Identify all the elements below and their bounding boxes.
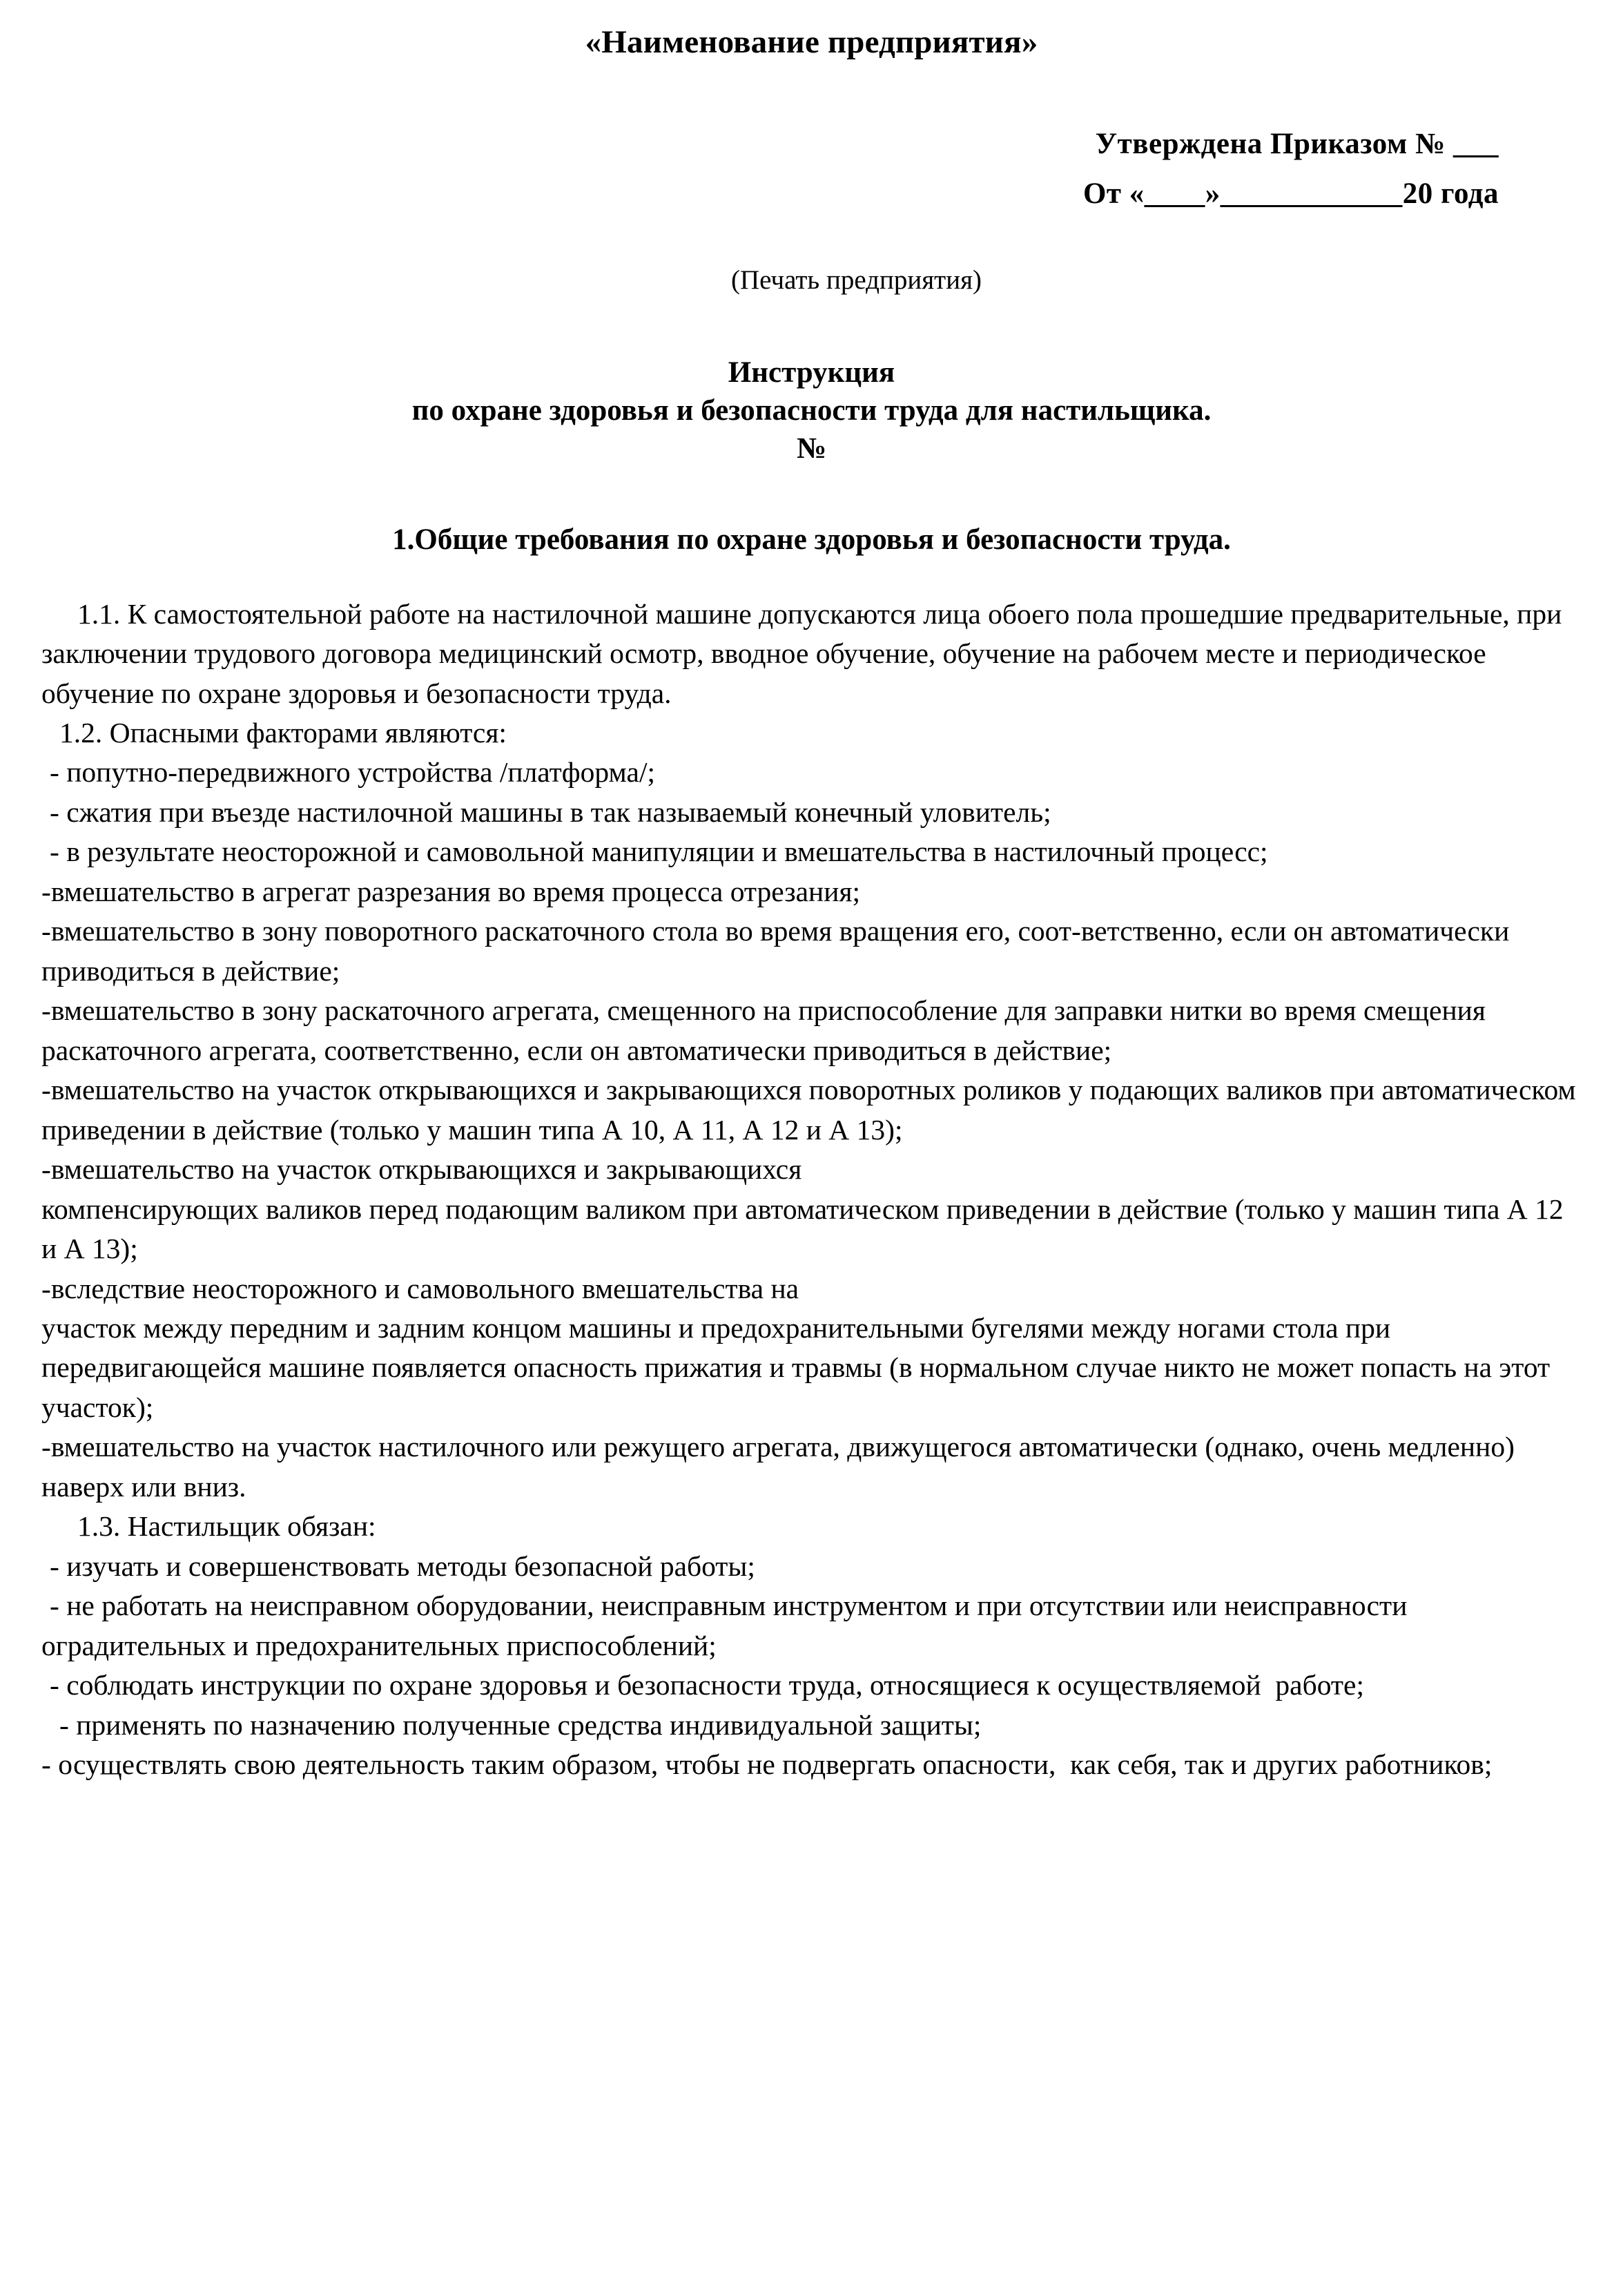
hazard-item-12: -вмешательство на участок настилочного или режущего агрегата, движущегося автоматически (однако, очень медленно) наверх или вниз. <box>41 1431 1522 1503</box>
section-heading-1: 1.Общие требования по охране здоровья и безопасности труда. <box>392 523 1231 556</box>
hazard-item-6: -вмешательство в зону раскаточного агрегата, смещенного на приспособление для заправки нитки во время смещения раскаточного агрегата, соответственно, если он автоматически приводиться в действие; <box>41 994 1493 1066</box>
hazard-item-8: -вмешательство на участок открывающихся и закрывающихся <box>41 1153 802 1186</box>
hazard-item-4: -вмешательство в агрегат разрезания во время процесса отрезания; <box>41 875 861 907</box>
document-title <box>41 354 1582 467</box>
duty-item-1: - изучать и совершенствовать методы безопасной работы; <box>50 1550 755 1582</box>
duty-item-4: - применять по назначению полученные средства индивидуальной защиты; <box>59 1708 982 1741</box>
document-title-line-1: Инструкция <box>728 356 895 389</box>
approval-order-line: Утверждена Приказом № ___ <box>1095 128 1499 161</box>
document-body <box>41 595 1582 1785</box>
approval-block <box>41 123 1582 216</box>
hazard-item-9: компенсирующих валиков перед подающим валиком при автоматическом приведении в действие (только у машин типа А 12 и А 13); <box>41 1193 1571 1265</box>
paragraph-1-2: 1.2. Опасными факторами являются: <box>59 716 507 749</box>
document-title-line-2: по охране здоровья и безопасности труда для настильщика. <box>411 394 1212 427</box>
hazard-item-11: участок между передним и задним концом машины и предохранительными бугелями между ногами стола при передвигающейся машине появляется опасность прижатия и травмы (в нормальном случае никто не может попасть на этот участок); <box>41 1312 1557 1423</box>
hazard-item-7: -вмешательство на участок открывающихся и закрывающихся поворотных роликов у подающих валиков при автоматическом приведении в действие (только у машин типа А 10, А 11, А 12 и А 13); <box>41 1074 1584 1146</box>
hazard-item-10: -вследствие неосторожного и самовольного вмешательства на <box>41 1272 799 1304</box>
duty-item-2: - не работать на неисправном оборудовании, неисправным инструментом и при отсутствии или неисправности оградительных и предохранительных приспособлений; <box>41 1590 1415 1661</box>
company-seal-note: (Печать предприятия) <box>730 264 982 295</box>
hazard-item-3: - в результате неосторожной и самовольной манипуляции и вмешательства в настилочный процесс; <box>50 836 1268 868</box>
duty-item-3: - соблюдать инструкции по охране здоровья и безопасности труда, относящиеся к осуществляемой работе; <box>50 1669 1364 1701</box>
hazard-item-5: -вмешательство в зону поворотного раскаточного стола во время вращения его, соот-ветственно, если он автоматически приводиться в действие; <box>41 915 1517 987</box>
duty-item-5: - осуществлять свою деятельность таким образом, чтобы не подвергать опасности, как себя, так и других работников; <box>41 1748 1493 1781</box>
paragraph-1-3: 1.3. Настильщик обязан: <box>77 1510 376 1543</box>
company-name-heading: «Наименование предприятия» <box>585 24 1038 60</box>
paragraph-1-1: 1.1. К самостоятельной работе на настилочной машине допускаются лица обоего пола прошедшие предварительные, при заключении трудового договора медицинский осмотр, вводное обучение, обучение на рабочем месте и периодическое обучение по охране здоровья и безопасности труда. <box>41 597 1569 709</box>
document-number: № <box>796 432 827 465</box>
approval-date-line: От «____»____________20 года <box>1082 177 1499 211</box>
hazard-item-1: - попутно-передвижного устройства /платформа/; <box>50 756 656 789</box>
hazard-item-2: - сжатия при въезде настилочной машины в так называемый конечный уловитель; <box>50 795 1051 828</box>
